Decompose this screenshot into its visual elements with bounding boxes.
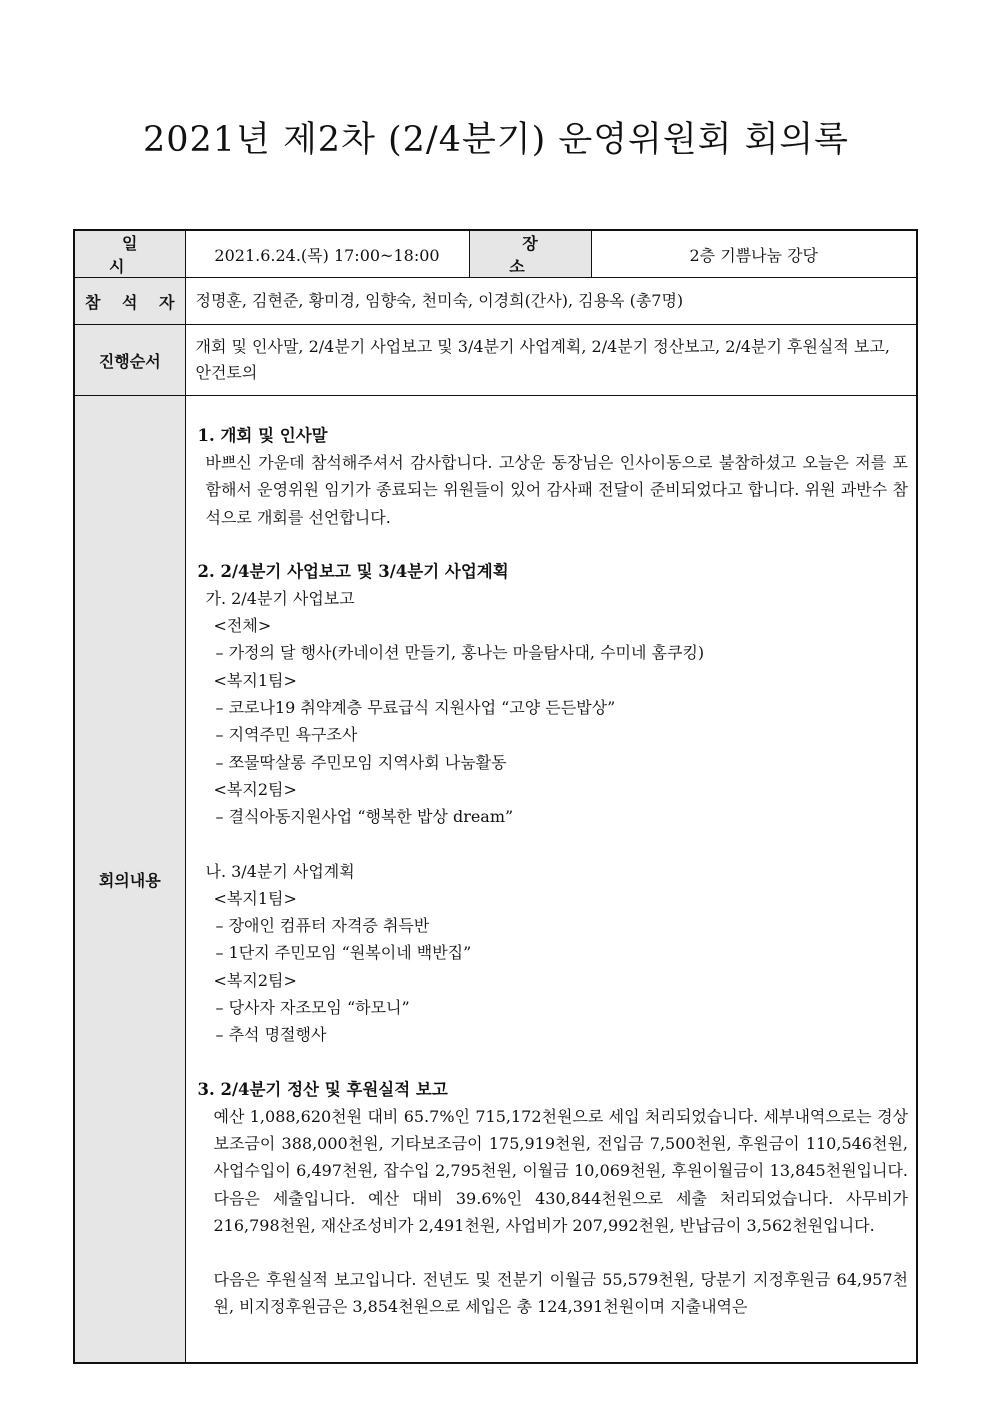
place-label-cell	[469, 230, 591, 278]
section-2b-title: 나. 3/4분기 사업계획	[205, 861, 355, 881]
list-item: – 당사자 자조모임 “하모니”	[215, 998, 410, 1018]
section-3-body-finance: 예산 1,088,620천원 대비 65.7%인 715,172천원으로 세입 처리되었습니다. 세부내역으로는 경상보조금이 388,000천원, 기타보조금이 175,919천원, 전입금 7,500천원, 후원금이 110,546천원, 사업수입이 6,497천원, 잡수입 2,795천원, 이월금 10,069천원, 후원이월금이 13,845천원입니다. 다음은 세출입니다. 예산 대비 39.6%인 430,844천원으로 세출 처리되었습니다. 사무비가 216,798천원, 재산조성비가 2,491천원, 사업비가 207,992천원, 반납금이 3,562천원입니다.	[213, 1106, 908, 1235]
section-1-title: 1. 개회 및 인사말	[197, 426, 328, 445]
list-item: – 결식아동지원사업 “행복한 밥상 dream”	[215, 807, 514, 827]
list-item: <복지1팀>	[213, 670, 297, 690]
section-3-title: 3. 2/4분기 정산 및 후원실적 보고	[197, 1079, 448, 1099]
content-label: 회의내용	[74, 396, 185, 1364]
list-item: – 1단지 주민모임 “원복이네 백반집”	[215, 943, 472, 963]
attendees-label: 참 석 자	[84, 292, 183, 312]
agenda-label: 진행순서	[74, 325, 185, 396]
list-item: <복지2팀>	[213, 779, 297, 799]
agenda-value: 개회 및 인사말, 2/4분기 사업보고 및 3/4분기 사업계획, 2/4분기 정산보고, 2/4분기 후원실적 보고, 안건토의	[185, 325, 917, 396]
list-item: – 코로나19 취약계층 무료급식 지원사업 “고양 든든밥상”	[215, 698, 616, 718]
spacer	[198, 831, 909, 858]
meeting-content	[198, 422, 909, 1336]
spacer	[198, 1239, 909, 1266]
section-2a-title: 가. 2/4분기 사업보고	[205, 588, 355, 608]
section-1-body: 바쁘신 가운데 참석해주셔서 감사합니다. 고상운 동장님은 인사이동으로 불참하셨고 오늘은 저를 포함해서 운영위원 임기가 종료되는 위원들이 있어 감사패 전달이 준비되었다고 합니다. 위원 과반수 참석으로 개회를 선언합니다.	[205, 453, 908, 527]
date-label-cell	[74, 230, 185, 278]
list-item: – 추석 명절행사	[215, 1025, 327, 1045]
list-item: – 쪼물딱살롱 주민모임 지역사회 나눔활동	[215, 752, 507, 772]
list-item: <복지1팀>	[213, 888, 297, 908]
list-item: <전체>	[213, 616, 272, 636]
minutes-table	[73, 229, 918, 1364]
section-2-title: 2. 2/4분기 사업보고 및 3/4분기 사업계획	[197, 561, 509, 581]
section-3-body-donations: 다음은 후원실적 보고입니다. 전년도 및 전분기 이월금 55,579천원, 당분기 지정후원금 64,957천원, 비지정후원금은 3,854천원으로 세입은 총 124,391천원이며 지출내역은	[213, 1270, 908, 1317]
list-item: <복지2팀>	[213, 970, 297, 990]
content-cell	[185, 396, 917, 1364]
date-label: 일 시	[109, 234, 164, 276]
attendees-label-cell	[74, 278, 185, 325]
place-value: 2층 기쁨나눔 강당	[591, 230, 917, 278]
list-item: – 가정의 달 행사(카네이션 만들기, 홍나는 마을탐사대, 수미네 홈쿠킹)	[215, 643, 705, 663]
attendees-value: 정명훈, 김현준, 황미경, 임향숙, 천미숙, 이경희(간사), 김용옥 (총7명)	[185, 278, 917, 325]
list-item: – 장애인 컴퓨터 자격증 취득반	[215, 916, 430, 936]
place-label: 장 소	[509, 234, 564, 276]
spacer	[198, 1049, 909, 1076]
spacer	[198, 531, 909, 558]
list-item: – 지역주민 욕구조사	[215, 725, 358, 745]
page-title: 2021년 제2차 (2/4분기) 운영위원회 회의록	[142, 120, 849, 160]
date-value: 2021.6.24.(목) 17:00~18:00	[185, 230, 469, 278]
